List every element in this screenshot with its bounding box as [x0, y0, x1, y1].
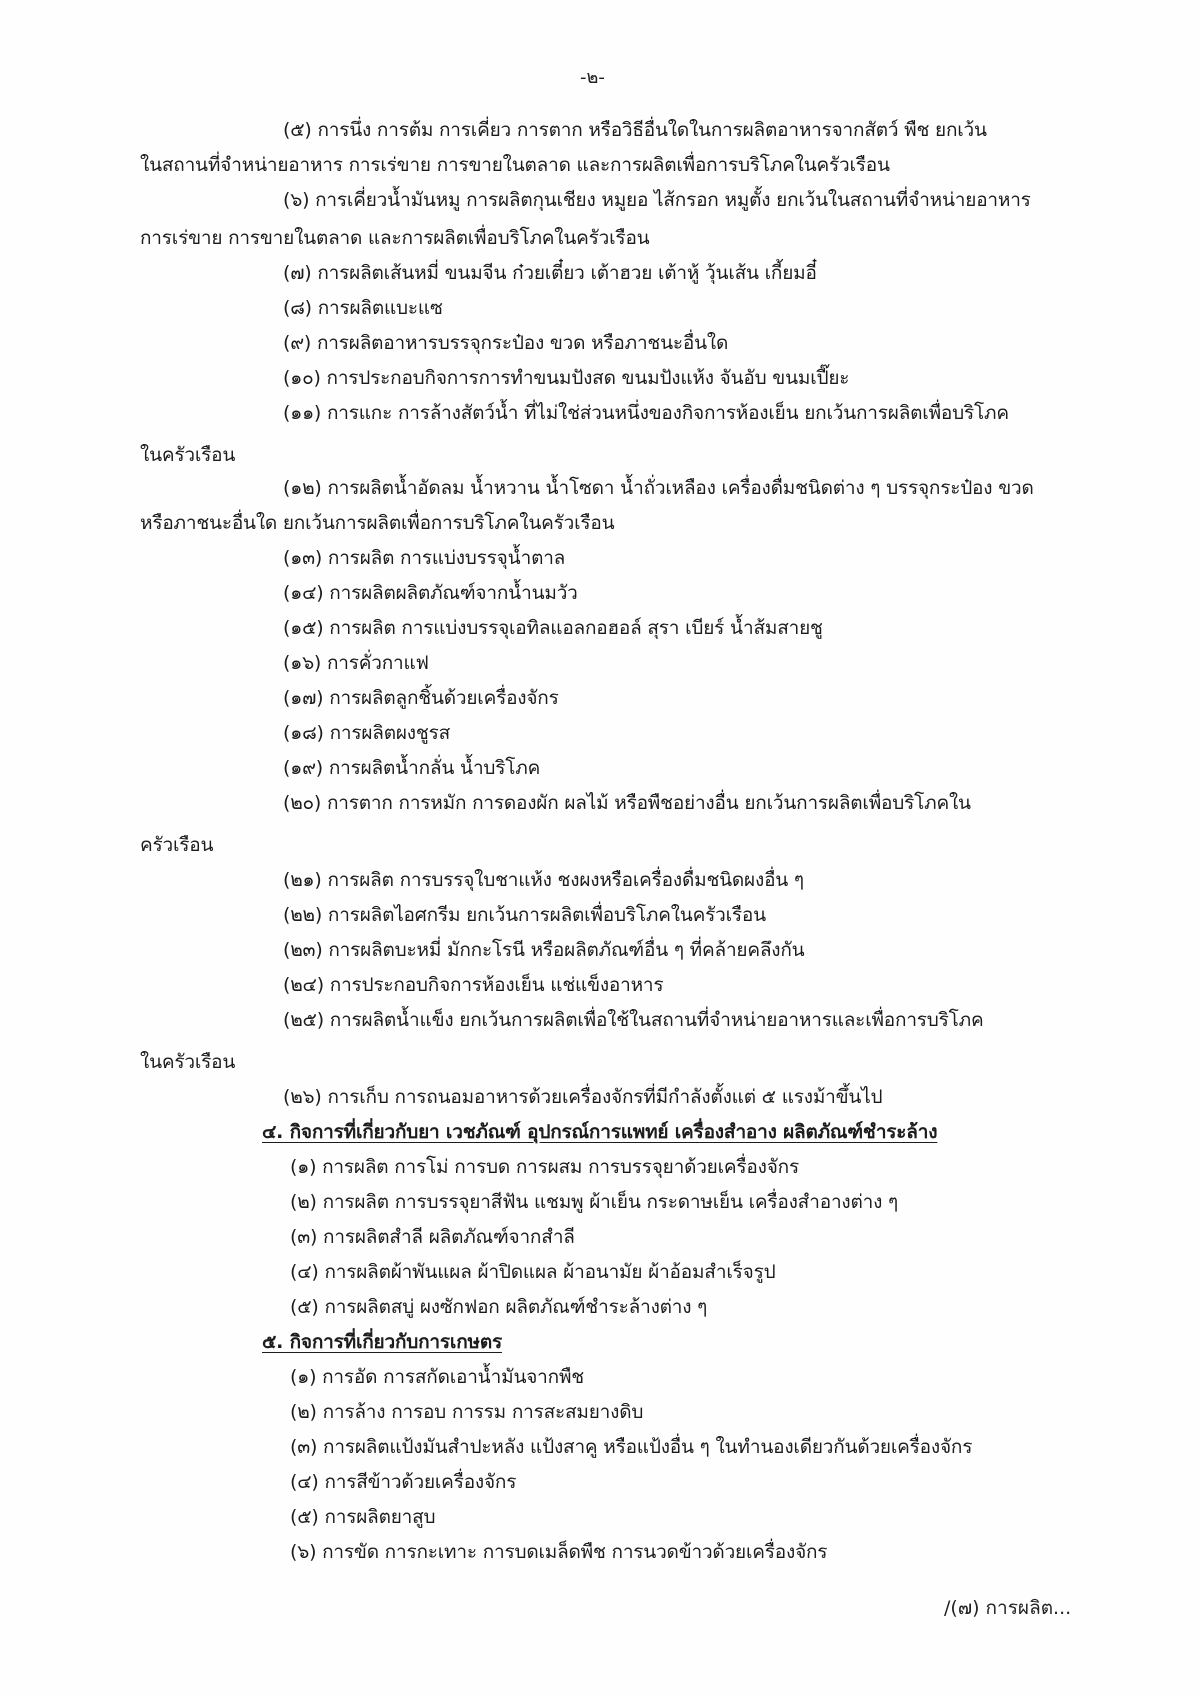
text-line: (๘) การผลิตแบะแซ — [283, 297, 443, 319]
text-line: (๑๖) การคั่วกาแฟ — [283, 652, 429, 674]
text-line: (๑๑) การแกะ การล้างสัตว์น้ำ ที่ไม่ใช่ส่วนหนึ่งของกิจการห้องเย็น ยกเว้นการผลิตเพื่อบริโภค — [283, 402, 1009, 424]
text-line: ในสถานที่จำหน่ายอาหาร การเร่ขาย การขายในตลาด และการผลิตเพื่อการบริโภคในครัวเรือน — [140, 154, 890, 176]
text-line: การเร่ขาย การขายในตลาด และการผลิตเพื่อบริโภคในครัวเรือน — [140, 227, 650, 249]
text-line: (๑๙) การผลิตน้ำกลั่น น้ำบริโภค — [283, 757, 541, 779]
text-line: (๓) การผลิตแป้งมันสำปะหลัง แป้งสาคู หรือแป้งอื่น ๆ ในทำนองเดียวกันด้วยเครื่องจักร — [290, 1436, 973, 1458]
section-heading: ๔. กิจการที่เกี่ยวกับยา เวชภัณฑ์ อุปกรณ์การแพทย์ เครื่องสำอาง ผลิตภัณฑ์ชำระล้าง — [262, 1121, 938, 1143]
text-line: ครัวเรือน — [140, 834, 214, 856]
text-line: (๕) การนึ่ง การต้ม การเคี่ยว การตาก หรือวิธีอื่นใดในการผลิตอาหารจากสัตว์ พืช ยกเว้น — [283, 119, 987, 141]
text-line: (๕) การผลิตสบู่ ผงซักฟอก ผลิตภัณฑ์ชำระล้างต่าง ๆ — [290, 1296, 708, 1318]
text-line: (๒๑) การผลิต การบรรจุใบชาแห้ง ชงผงหรือเครื่องดื่มชนิดผงอื่น ๆ — [283, 869, 804, 891]
text-line: (๑๐) การประกอบกิจการการทำขนมปังสด ขนมปังแห้ง จันอับ ขนมเปี๊ยะ — [283, 367, 850, 389]
text-line: (๗) การผลิตเส้นหมี่ ขนมจีน ก๋วยเตี๋ยว เต้าฮวย เต้าหู้ วุ้นเส้น เกี้ยมอี๋ — [283, 262, 817, 284]
text-line: (๔) การสีข้าวด้วยเครื่องจักร — [290, 1471, 517, 1493]
text-line: ในครัวเรือน — [140, 1051, 236, 1073]
text-line: (๑๓) การผลิต การแบ่งบรรจุน้ำตาล — [283, 547, 566, 569]
text-line: (๑๗) การผลิตลูกชิ้นด้วยเครื่องจักร — [283, 687, 559, 709]
text-line: (๒๖) การเก็บ การถนอมอาหารด้วยเครื่องจักรที่มีกำลังตั้งแต่ ๕ แรงม้าขึ้นไป — [283, 1086, 883, 1108]
text-line: (๑๕) การผลิต การแบ่งบรรจุเอทิลแอลกอฮอล์ สุรา เบียร์ น้ำส้มสายชู — [283, 617, 823, 639]
text-line: (๒๓) การผลิตบะหมี่ มักกะโรนี หรือผลิตภัณฑ์อื่น ๆ ที่คล้ายคลึงกัน — [283, 939, 805, 961]
page-number: -๒- — [580, 67, 605, 88]
text-line: (๒๕) การผลิตน้ำแข็ง ยกเว้นการผลิตเพื่อใช้ในสถานที่จำหน่ายอาหารและเพื่อการบริโภค — [283, 1009, 984, 1031]
continuation-footer: /(๗) การผลิต... — [944, 1597, 1072, 1619]
text-line: (๑๔) การผลิตผลิตภัณฑ์จากน้ำนมวัว — [283, 582, 578, 604]
text-line: (๒) การล้าง การอบ การรม การสะสมยางดิบ — [290, 1401, 644, 1423]
text-line: (๒๒) การผลิตไอศกรีม ยกเว้นการผลิตเพื่อบริโภคในครัวเรือน — [283, 904, 766, 926]
text-line: (๒) การผลิต การบรรจุยาสีฟัน แชมพู ผ้าเย็น กระดาษเย็น เครื่องสำอางต่าง ๆ — [290, 1191, 899, 1213]
text-line: (๒๐) การตาก การหมัก การดองผัก ผลไม้ หรือพืชอย่างอื่น ยกเว้นการผลิตเพื่อบริโภคใน — [283, 792, 971, 814]
text-line: หรือภาชนะอื่นใด ยกเว้นการผลิตเพื่อการบริโภคในครัวเรือน — [140, 512, 615, 534]
text-line: (๙) การผลิตอาหารบรรจุกระป๋อง ขวด หรือภาชนะอื่นใด — [283, 332, 729, 354]
section-heading: ๕. กิจการที่เกี่ยวกับการเกษตร — [262, 1331, 502, 1353]
text-line: (๖) การขัด การกะเทาะ การบดเมล็ดพืช การนวดข้าวด้วยเครื่องจักร — [290, 1541, 828, 1563]
text-line: (๒๔) การประกอบกิจการห้องเย็น แช่แข็งอาหาร — [283, 974, 664, 996]
text-line: (๓) การผลิตสำลี ผลิตภัณฑ์จากสำลี — [290, 1226, 575, 1248]
text-line: (๑) การอัด การสกัดเอาน้ำมันจากพืช — [290, 1366, 584, 1388]
text-line: (๕) การผลิตยาสูบ — [290, 1506, 436, 1528]
text-line: ในครัวเรือน — [140, 444, 236, 466]
text-line: (๔) การผลิตผ้าพันแผล ผ้าปิดแผล ผ้าอนามัย ผ้าอ้อมสำเร็จรูป — [290, 1261, 776, 1283]
text-line: (๑๘) การผลิตผงชูรส — [283, 722, 450, 744]
text-line: (๑๒) การผลิตน้ำอัดลม น้ำหวาน น้ำโซดา น้ำถั่วเหลือง เครื่องดื่มชนิดต่าง ๆ บรรจุกระป๋อง ขวด — [283, 477, 1034, 499]
text-line: (๑) การผลิต การโม่ การบด การผสม การบรรจุยาด้วยเครื่องจักร — [290, 1156, 799, 1178]
text-line: (๖) การเคี่ยวน้ำมันหมู การผลิตกุนเชียง หมูยอ ไส้กรอก หมูตั้ง ยกเว้นในสถานที่จำหน่ายอาหาร — [283, 189, 1031, 211]
